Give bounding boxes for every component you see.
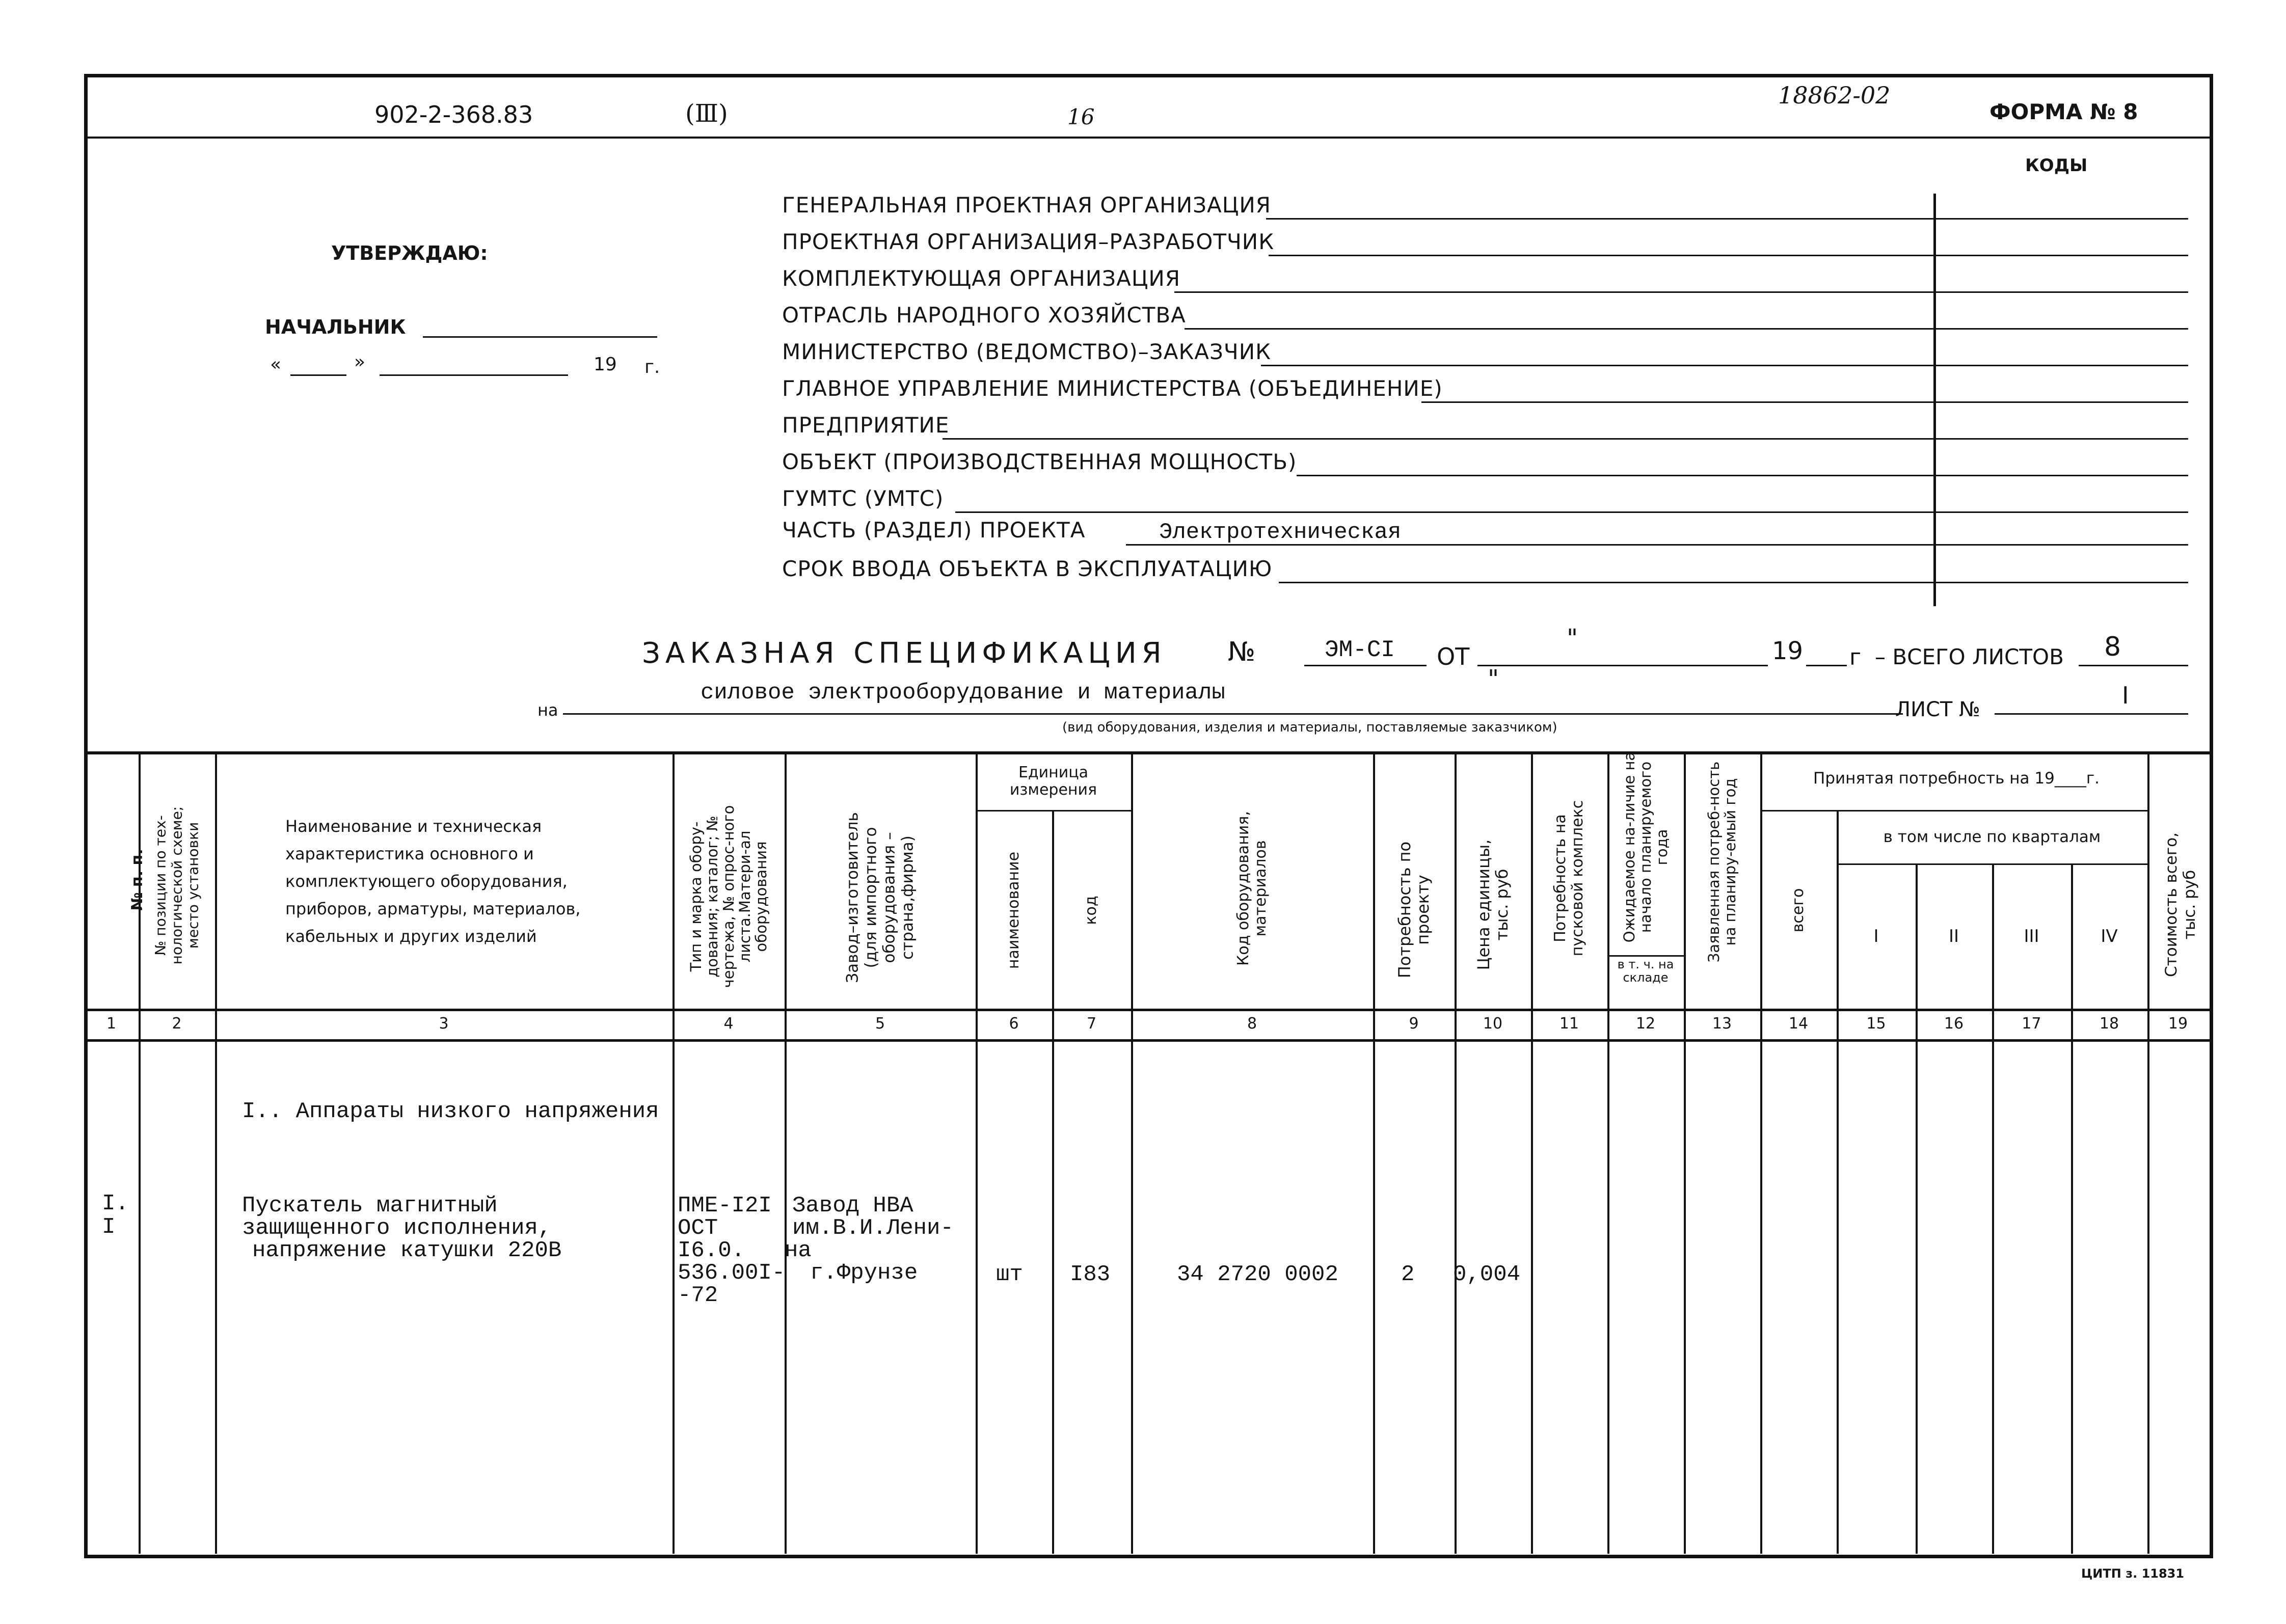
row-maker-line: на [785, 1238, 812, 1263]
table-top-border [84, 751, 2210, 754]
col-num: 5 [875, 1015, 885, 1033]
col-num: 12 [1635, 1015, 1656, 1033]
row-maker-line: им.В.И.Лени- [792, 1215, 954, 1241]
col-num: 2 [172, 1015, 182, 1033]
field-line-project-part [1126, 544, 2188, 546]
spec-sheets-value[interactable]: 8 [2104, 632, 2121, 662]
col-header-8: Код оборудования, материалов [1234, 811, 1270, 966]
col-line-13 [1760, 751, 1762, 1554]
row-type-line: ОСТ [678, 1215, 718, 1241]
field-label-industry: ОТРАСЛЬ НАРОДНОГО ХОЗЯЙСТВА [782, 303, 1186, 328]
table-header-bottom [84, 1009, 2210, 1011]
col-header-6: наименование [1005, 851, 1023, 969]
unit-group-header: Единица измерения [1009, 764, 1097, 799]
approval-title: УТВЕРЖДАЮ: [331, 242, 488, 264]
col-num: 6 [1009, 1015, 1019, 1033]
col-header-19: Стоимость всего, тыс. руб [2162, 832, 2199, 977]
archive-number: 18862-02 [1778, 82, 1891, 109]
spec-sheet-value[interactable]: I [2122, 682, 2129, 709]
date-month-line [380, 374, 568, 376]
row-maker-line: Завод НВА [792, 1193, 913, 1219]
row-maker-line: г.Фрунзе [810, 1260, 918, 1286]
form-label: ФОРМА № 8 [1989, 99, 2138, 124]
col-num: 10 [1483, 1015, 1503, 1033]
row-name-line: Пускатель магнитный [242, 1193, 498, 1219]
row-type-line: 536.00I- [678, 1260, 786, 1286]
header-divider [84, 137, 2210, 139]
codes-label: КОДЫ [2025, 155, 2088, 176]
col-num: 7 [1086, 1015, 1097, 1033]
col-num: 15 [1866, 1015, 1886, 1033]
col-line-16 [1992, 863, 1994, 1554]
col-line-3 [673, 751, 675, 1554]
col-num: 9 [1409, 1015, 1419, 1033]
spec-sheet-line [1995, 713, 2188, 715]
spec-number-label: № [1228, 637, 1256, 667]
col-num: 8 [1247, 1015, 1257, 1033]
col-line-6 [1052, 810, 1054, 1554]
c12-sub-line [1607, 955, 1684, 957]
spec-year-label: 19 [1772, 637, 1804, 665]
spec-quote-1: " [1567, 624, 1578, 653]
col-num: 19 [2168, 1015, 2188, 1033]
field-line-design-org[interactable] [1269, 255, 2188, 256]
field-line-commission-date[interactable] [1279, 582, 2188, 583]
row-name-line: защищенного исполнения, [242, 1215, 552, 1241]
col-header-11: Потребность на пусковой комплекс [1551, 800, 1586, 957]
date-year-suffix: г. [644, 357, 660, 377]
col-line-9 [1455, 751, 1457, 1554]
col-line-15 [1916, 863, 1918, 1554]
row-unit-name: шт [996, 1262, 1023, 1287]
spec-year-suffix: г [1849, 644, 1862, 670]
field-label-main-directorate: ГЛАВНОЕ УПРАВЛЕНИЕ МИНИСТЕРСТВА (ОБЪЕДИНЕНИЕ) [782, 376, 1443, 401]
field-label-project-part: ЧАСТЬ (РАЗДЕЛ) ПРОЕКТА [782, 518, 1086, 543]
spec-number-line [1304, 665, 1427, 666]
col-num: 3 [439, 1015, 449, 1033]
volume-mark: (Ⅲ) [685, 99, 728, 128]
col-header-7: код [1082, 896, 1100, 925]
row-quantity: 2 [1401, 1262, 1415, 1287]
col-header-12-sub: в т. ч. на складе [1617, 957, 1674, 985]
spec-quote-2: " [1488, 665, 1499, 693]
spec-date-line[interactable] [1477, 665, 1768, 666]
col-num: 16 [1944, 1015, 1964, 1033]
col-line-17 [2071, 863, 2073, 1554]
spec-year-line[interactable] [1806, 665, 1847, 666]
col-line-14 [1837, 810, 1839, 1554]
field-line-gumts[interactable] [955, 511, 2188, 513]
row-type-line: I6.0. [678, 1238, 745, 1263]
col-num: 1 [106, 1015, 117, 1033]
spec-subject-line [563, 713, 1903, 715]
col-line-12 [1684, 751, 1686, 1554]
col-line-8 [1373, 751, 1375, 1554]
col-header-9: Потребность по проекту [1395, 841, 1433, 979]
accepted-group-header: Принятая потребность на 19____г. [1813, 769, 2100, 788]
col-line-2 [215, 751, 217, 1554]
field-line-main-directorate[interactable] [1421, 401, 2188, 403]
col-header-5: Завод–изготовитель (для импортного оборудования –страна,фирма) [843, 812, 917, 983]
field-label-ministry: МИНИСТЕРСТВО (ВЕДОМСТВО)–ЗАКАЗЧИК [782, 339, 1271, 364]
field-label-gumts: ГУМТС (УМТС) [782, 486, 944, 511]
row-equipment-code: 34 2720 0002 [1177, 1262, 1338, 1287]
row-unit-code: I83 [1070, 1262, 1111, 1287]
field-label-commission-date: СРОК ВВОДА ОБЪЕКТА В ЭКСПЛУАТАЦИЮ [782, 556, 1273, 581]
accepted-group-line [1760, 810, 2147, 811]
field-label-supply-org: КОМПЛЕКТУЮЩАЯ ОРГАНИЗАЦИЯ [782, 266, 1181, 291]
spec-sheets-label: – ВСЕГО ЛИСТОВ [1875, 644, 2064, 669]
field-line-general-org[interactable] [1266, 218, 2188, 220]
row-name-line: напряжение катушки 220В [252, 1238, 562, 1263]
row-unit-price: 0,004 [1453, 1262, 1521, 1287]
field-label-general-org: ГЕНЕРАЛЬНАЯ ПРОЕКТНАЯ ОРГАНИЗАЦИЯ [782, 193, 1271, 218]
col-line-11 [1607, 751, 1609, 1554]
col-header-15: I [1873, 926, 1879, 946]
spec-from-label: ОТ [1437, 643, 1470, 670]
row-position[interactable]: I.I [102, 1191, 129, 1240]
col-header-4: Тип и марка обору-дования; каталог; № чертежа, № опрос-ного листа.Матери-ал оборудования [687, 805, 770, 988]
field-label-object: ОБЪЕКТ (ПРОИЗВОДСТВЕННАЯ МОЩНОСТЬ) [782, 449, 1297, 474]
date-year-prefix: 19 [594, 354, 617, 375]
quarters-group-header: в том числе по кварталам [1883, 828, 2101, 846]
col-header-18: IV [2101, 926, 2118, 946]
spec-number-value[interactable]: ЭМ-СI [1325, 637, 1395, 663]
date-close-quote: » [354, 351, 366, 372]
row-type-line: -72 [678, 1283, 718, 1308]
field-label-enterprise: ПРЕДПРИЯТИЕ [782, 413, 950, 438]
print-stamp: ЦИТП з. 11831 [2081, 1566, 2185, 1581]
col-header-3: Наименование и техническая характеристика основного и комплектующего оборудования, приборов, арматуры, материалов, кабельных и других изделий [285, 817, 581, 946]
section-title: I.. Аппараты низкого напряжения [242, 1099, 659, 1124]
doc-number: 902-2-368.83 [374, 101, 533, 128]
field-line-ministry[interactable] [1261, 365, 2188, 366]
field-line-object[interactable] [1297, 475, 2188, 476]
col-line-5 [976, 751, 978, 1554]
spec-sheets-line [2079, 665, 2188, 666]
field-line-enterprise[interactable] [943, 438, 2188, 440]
chief-label: НАЧАЛЬНИК [265, 316, 406, 338]
spec-on-label: на [537, 700, 558, 720]
spec-title: ЗАКАЗНАЯ СПЕЦИФИКАЦИЯ [642, 637, 1167, 670]
field-label-design-org: ПРОЕКТНАЯ ОРГАНИЗАЦИЯ–РАЗРАБОТЧИК [782, 229, 1275, 254]
spec-subject-note: (вид оборудования, изделия и материалы, поставляемые заказчиком) [1062, 720, 1557, 735]
col-header-1: № п. п. [128, 849, 146, 911]
col-num: 14 [1788, 1015, 1809, 1033]
col-header-13: Заявленная потреб-ность на планиру-емый год [1705, 761, 1739, 963]
col-num: 4 [723, 1015, 734, 1033]
spec-subject[interactable]: силовое электрооборудование и материалы [701, 680, 1225, 706]
col-header-16: II [1948, 926, 1959, 946]
page-number: 16 [1067, 104, 1095, 129]
col-num: 17 [2022, 1015, 2041, 1033]
spec-sheet-label: ЛИСТ № [1895, 698, 1980, 721]
col-line-4 [785, 751, 787, 1554]
col-header-2: № позиции по тех-нологической схеме; место установки [152, 806, 202, 965]
date-day-line [290, 374, 346, 376]
col-header-12: Ожидаемое на-личие на начало планируемого года [1621, 751, 1671, 943]
col-num: 18 [2099, 1015, 2119, 1033]
col-line-10 [1531, 751, 1533, 1554]
col-header-17: III [2024, 926, 2039, 946]
col-num: 13 [1712, 1015, 1732, 1033]
col-line-7 [1131, 751, 1133, 1554]
date-open-quote: « [270, 354, 282, 375]
col-line-18 [2147, 751, 2149, 1554]
field-line-supply-org[interactable] [1174, 291, 2188, 293]
field-line-industry[interactable] [1185, 328, 2188, 330]
table-colnum-bottom [84, 1039, 2210, 1042]
col-header-14: всего [1789, 888, 1807, 933]
chief-signature-line [423, 336, 657, 338]
col-num: 11 [1559, 1015, 1579, 1033]
col-header-10: Цена единицы, тыс. руб [1474, 839, 1512, 970]
field-value-project-part[interactable]: Электротехническая [1159, 520, 1402, 545]
row-type-line: ПМЕ-I2I [678, 1193, 772, 1219]
